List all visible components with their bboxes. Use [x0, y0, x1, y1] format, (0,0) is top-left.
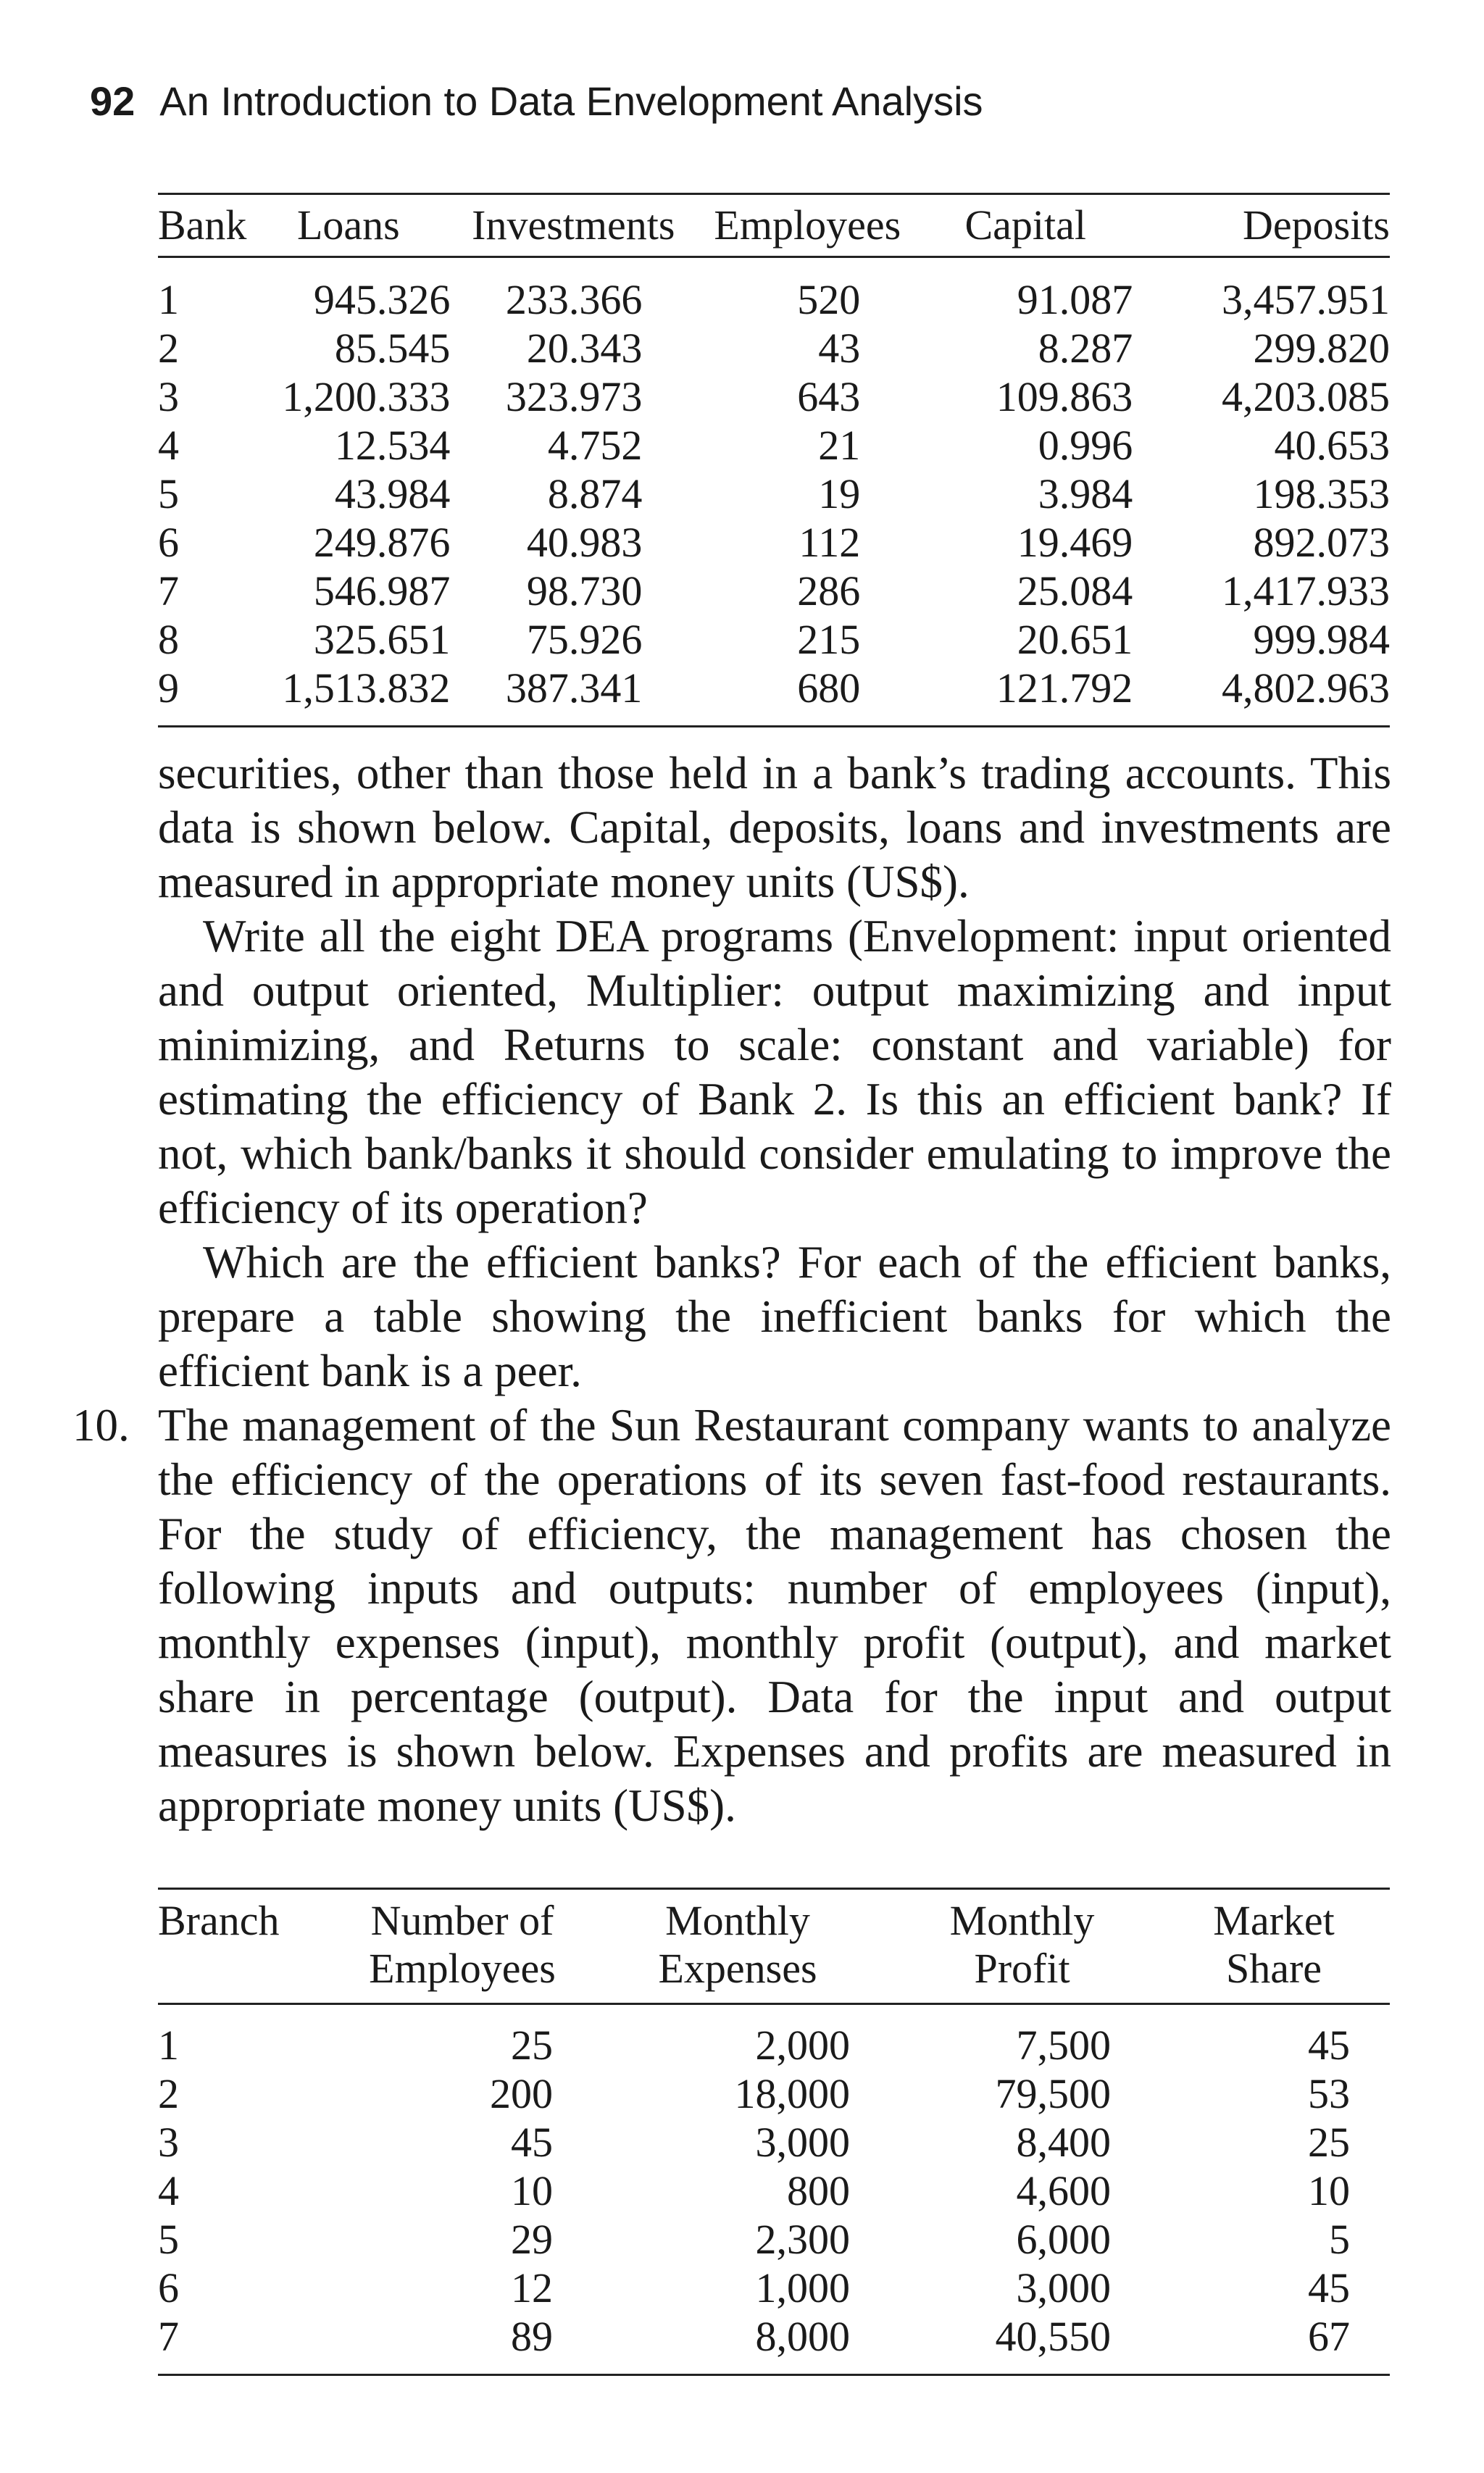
table-cell: 0.996 [1038, 422, 1133, 469]
column-header: Deposits [1133, 194, 1390, 257]
table-cell: 43.984 [334, 470, 451, 517]
paragraph-efficient-banks: Which are the efficient banks? For each of the efficient banks, prepare a table showing the inefficient banks for which the efficient bank is a peer. [158, 1237, 1391, 1396]
table-cell: 233.366 [505, 276, 643, 323]
table-cell: 4,802.963 [1222, 664, 1390, 712]
header-line: Monthly [665, 1897, 810, 1944]
column-header: Bank [158, 194, 246, 257]
table-cell: 40.653 [1274, 422, 1390, 469]
table-cell: 945.326 [313, 276, 451, 323]
table-cell: 215 [797, 616, 861, 663]
table-cell: 3,000 [1016, 2264, 1111, 2311]
table-cell: 10 [511, 2167, 553, 2214]
table-cell: 85.545 [334, 325, 451, 372]
table-cell: 4,600 [1016, 2167, 1111, 2214]
table-row [158, 518, 1390, 567]
running-header [90, 78, 983, 125]
table-cell: 10 [1308, 2167, 1350, 2214]
header-line: Expenses [658, 1945, 817, 1992]
table-cell: 249.876 [313, 519, 451, 566]
table-cell: 40,550 [995, 2313, 1111, 2360]
table-cell: 21 [818, 422, 861, 469]
table-cell: 40.983 [526, 519, 643, 566]
table-cell: 546.987 [313, 567, 451, 614]
table-cell: 67 [1308, 2313, 1350, 2360]
table-cell: 8.287 [1038, 325, 1133, 372]
table-cell: 800 [787, 2167, 850, 2214]
table-cell: 643 [797, 373, 861, 420]
table-cell: 1 [158, 2022, 179, 2069]
table-cell: 109.863 [996, 373, 1133, 420]
table-cell: 25 [1308, 2119, 1350, 2166]
table-cell: 5 [158, 2216, 179, 2263]
table-row [158, 257, 1390, 325]
column-header: Employees [696, 194, 918, 257]
table-cell: 200 [490, 2070, 553, 2117]
table-cell: 5 [1329, 2216, 1350, 2263]
table-cell: 8.874 [547, 470, 643, 517]
page-number: 92 [90, 78, 136, 124]
bank-data-table [158, 193, 1390, 727]
table-cell: 18,000 [734, 2070, 850, 2117]
running-title: An Introduction to Data Envelopment Analysis [159, 78, 983, 124]
table-cell: 1,417.933 [1222, 567, 1390, 614]
table-row [158, 2069, 1390, 2118]
column-header [1158, 1889, 1390, 2004]
table-cell: 198.353 [1253, 470, 1390, 517]
table-cell: 6 [158, 519, 179, 566]
table-cell: 3 [158, 2119, 179, 2166]
table-row [158, 615, 1390, 664]
table-cell: 299.820 [1253, 325, 1390, 372]
table-row [158, 470, 1390, 518]
table-cell: 19 [818, 470, 861, 517]
table-cell: 2 [158, 2070, 179, 2117]
column-header: Investments [450, 194, 696, 257]
table-cell: 6 [158, 2264, 179, 2311]
header-line: Market [1213, 1897, 1335, 1944]
table-row [158, 2264, 1390, 2312]
table-cell: 89 [511, 2313, 553, 2360]
table-cell: 1,200.333 [282, 373, 451, 420]
table-cell: 999.984 [1253, 616, 1390, 663]
table-cell: 4 [158, 2167, 179, 2214]
branch-data-table [158, 1888, 1390, 2376]
table-cell: 1,513.832 [282, 664, 451, 712]
table-row [158, 664, 1390, 727]
table-cell: 45 [1308, 2022, 1350, 2069]
table-cell: 2,300 [755, 2216, 850, 2263]
table-cell: 3 [158, 373, 179, 420]
header-line: Branch [158, 1897, 280, 1944]
table-cell: 1 [158, 276, 179, 323]
table-cell: 53 [1308, 2070, 1350, 2117]
table-row [158, 2167, 1390, 2215]
table-cell: 7 [158, 567, 179, 614]
table-cell: 7,500 [1016, 2022, 1111, 2069]
table-header-row [158, 194, 1390, 257]
table-cell: 286 [797, 567, 861, 614]
table-cell: 323.973 [505, 373, 643, 420]
table-cell: 2,000 [755, 2022, 850, 2069]
table-cell: 520 [797, 276, 861, 323]
table-cell: 8,000 [755, 2313, 850, 2360]
table-row [158, 567, 1390, 615]
table-cell: 19.469 [1017, 519, 1133, 566]
table-cell: 121.792 [996, 664, 1133, 712]
table-cell: 3,000 [755, 2119, 850, 2166]
table-cell: 98.730 [526, 567, 643, 614]
table-cell: 680 [797, 664, 861, 712]
table-cell: 91.087 [1017, 276, 1133, 323]
header-line: Employees [369, 1945, 556, 1992]
table-cell: 387.341 [505, 664, 643, 712]
table-cell: 325.651 [313, 616, 451, 663]
table-cell: 75.926 [526, 616, 643, 663]
column-header: Loans [246, 194, 450, 257]
table-cell: 12.534 [334, 422, 451, 469]
table-row [158, 2118, 1390, 2167]
paragraph-securities: securities, other than those held in a bank’s trading accounts. This data is shown below. Capital, deposits, loans and investments are measured in appropriate money units (US$). [158, 748, 1391, 907]
table-cell: 2 [158, 325, 179, 372]
table-cell: 20.343 [526, 325, 643, 372]
table-cell: 6,000 [1016, 2216, 1111, 2263]
table-row [158, 324, 1390, 372]
column-header [886, 1889, 1158, 2004]
table-row [158, 421, 1390, 470]
table-cell: 1,000 [755, 2264, 850, 2311]
table-cell: 3,457.951 [1222, 276, 1390, 323]
table-cell: 112 [799, 519, 861, 566]
table-row [158, 2004, 1390, 2070]
table-row [158, 372, 1390, 421]
table-cell: 25 [511, 2022, 553, 2069]
table-cell: 29 [511, 2216, 553, 2263]
table-cell: 12 [511, 2264, 553, 2311]
table-cell: 8 [158, 616, 179, 663]
table-cell: 9 [158, 664, 179, 712]
table-cell: 7 [158, 2313, 179, 2360]
table-cell: 3.984 [1038, 470, 1133, 517]
table-cell: 4.752 [547, 422, 643, 469]
table-header-row [158, 1889, 1390, 2004]
table-cell: 45 [511, 2119, 553, 2166]
column-header [335, 1889, 589, 2004]
table-cell: 8,400 [1016, 2119, 1111, 2166]
table-cell: 20.651 [1017, 616, 1133, 663]
column-header [158, 1889, 335, 2004]
table-cell: 5 [158, 470, 179, 517]
table-row [158, 2215, 1390, 2264]
table-row [158, 2312, 1390, 2375]
exercise-10-text: The management of the Sun Restaurant company wants to analyze the efficiency of the operations of its seven fast-food restaurants. For the study of efficiency, the management has chosen the following inputs and outputs: number of employees (input), monthly expenses (input), monthly profit (output), and market share in percentage (output). Data for the input and output measures is shown below. Expenses and profits are measured in appropriate money units (US$). [158, 1400, 1391, 1831]
table-cell: 79,500 [995, 2070, 1111, 2117]
table-cell: 892.073 [1253, 519, 1390, 566]
table-cell: 25.084 [1017, 567, 1133, 614]
table-cell: 43 [818, 325, 861, 372]
table-cell: 45 [1308, 2264, 1350, 2311]
table-cell: 4,203.085 [1222, 373, 1390, 420]
column-header [589, 1889, 886, 2004]
header-line: Share [1225, 1945, 1322, 1992]
header-line: Monthly [949, 1897, 1095, 1944]
header-line: Profit [974, 1945, 1070, 1992]
paragraph-dea-programs: Write all the eight DEA programs (Envelopment: input oriented and output oriented, Multiplier: output maximizing and input minimizing, and Returns to scale: constant and variable) for estimating the efficiency of Bank 2. Is this an efficient bank? If not, which bank/banks it should consider emulating to improve the efficiency of its operation? [158, 911, 1391, 1233]
header-line: Number of [370, 1897, 554, 1944]
exercise-number: 10. [72, 1400, 130, 1451]
table-cell: 4 [158, 422, 179, 469]
column-header: Capital [918, 194, 1133, 257]
